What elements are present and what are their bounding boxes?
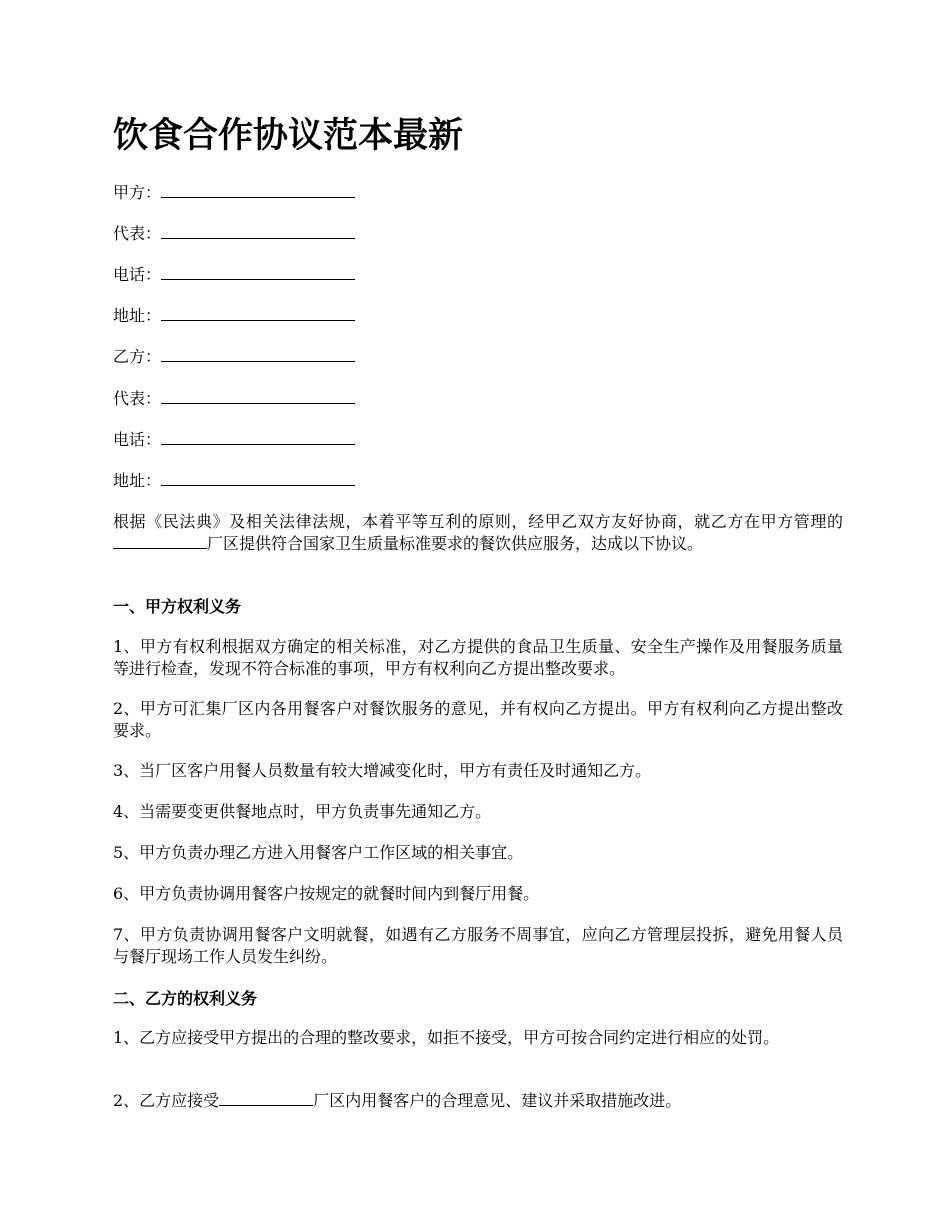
section-1-item-7: 7、甲方负责协调用餐客户文明就餐，如遇有乙方服务不周事宜，应向乙方管理层投拆，避免用餐人员与餐厅现场工作人员发生纠纷。	[113, 925, 843, 966]
party-a-phone-label: 电话：	[113, 265, 162, 284]
section-2-heading: 二、乙方的权利义务	[113, 989, 258, 1008]
party-b-phone-field	[113, 427, 355, 453]
party-a-representative-field	[113, 221, 355, 247]
intro-text-before: 根据《民法典》及相关法律法规，本着平等互利的原则，经甲乙双方友好协商，就乙方在甲方管理的	[113, 512, 843, 531]
party-a-field	[113, 180, 355, 206]
party-a-phone-blank	[161, 263, 355, 280]
section-2-item-2	[113, 1090, 843, 1112]
party-b-phone-label: 电话：	[113, 430, 162, 449]
party-a-representative-label: 代表：	[113, 224, 162, 243]
party-b-representative-label: 代表：	[113, 389, 162, 408]
section-2-item-1: 1、乙方应接受甲方提出的合理的整改要求，如拒不接受，甲方可按合同约定进行相应的处罚。	[113, 1028, 780, 1047]
document-title: 饮食合作协议范本最新	[113, 116, 464, 156]
party-a-address-field	[113, 303, 355, 329]
party-b-address-field	[113, 468, 355, 494]
section-1-item-1: 1、甲方有权利根据双方确定的相关标准，对乙方提供的食品卫生质量、安全生产操作及用餐服务质量等进行检查，发现不符合标准的事项，甲方有权利向乙方提出整改要求。	[113, 637, 843, 678]
section-1-item-3: 3、当厂区客户用餐人员数量有较大增减变化时，甲方有责任及时通知乙方。	[113, 761, 652, 780]
party-b-blank	[161, 345, 355, 362]
party-b-representative-field	[113, 386, 355, 412]
party-a-phone-field	[113, 262, 355, 288]
section-2-item-2-after: 厂区内用餐客户的合理意见、建议并采取措施改进。	[313, 1091, 682, 1110]
section-2-item-2-before: 2、乙方应接受	[113, 1091, 220, 1110]
party-b-label: 乙方：	[113, 347, 162, 366]
party-a-label: 甲方：	[113, 183, 162, 202]
party-a-blank	[161, 181, 355, 198]
section-1-heading: 一、甲方权利义务	[113, 597, 242, 616]
section-1-item-2: 2、甲方可汇集厂区内各用餐客户对餐饮服务的意见，并有权向乙方提出。甲方有权利向乙方提出整改要求。	[113, 699, 843, 740]
section-1-item-5: 5、甲方负责办理乙方进入用餐客户工作区域的相关事宜。	[113, 843, 524, 862]
party-b-address-label: 地址：	[113, 471, 162, 490]
intro-text-after: 厂区提供符合国家卫生质量标准要求的餐饮供应服务，达成以下协议。	[207, 534, 704, 553]
party-b-address-blank	[161, 469, 355, 486]
party-a-address-blank	[161, 304, 355, 321]
party-a-address-label: 地址：	[113, 306, 162, 325]
section-1-item-6: 6、甲方负责协调用餐客户按规定的就餐时间内到餐厅用餐。	[113, 884, 540, 903]
section-1-item-4: 4、当需要变更供餐地点时，甲方负责事先通知乙方。	[113, 802, 492, 821]
party-b-phone-blank	[161, 428, 355, 445]
party-a-representative-blank	[161, 222, 355, 239]
intro-factory-blank	[113, 533, 207, 549]
party-b-field	[113, 344, 355, 370]
section-2-factory-blank	[219, 1090, 313, 1106]
intro-paragraph	[113, 511, 843, 555]
party-b-representative-blank	[161, 387, 355, 404]
